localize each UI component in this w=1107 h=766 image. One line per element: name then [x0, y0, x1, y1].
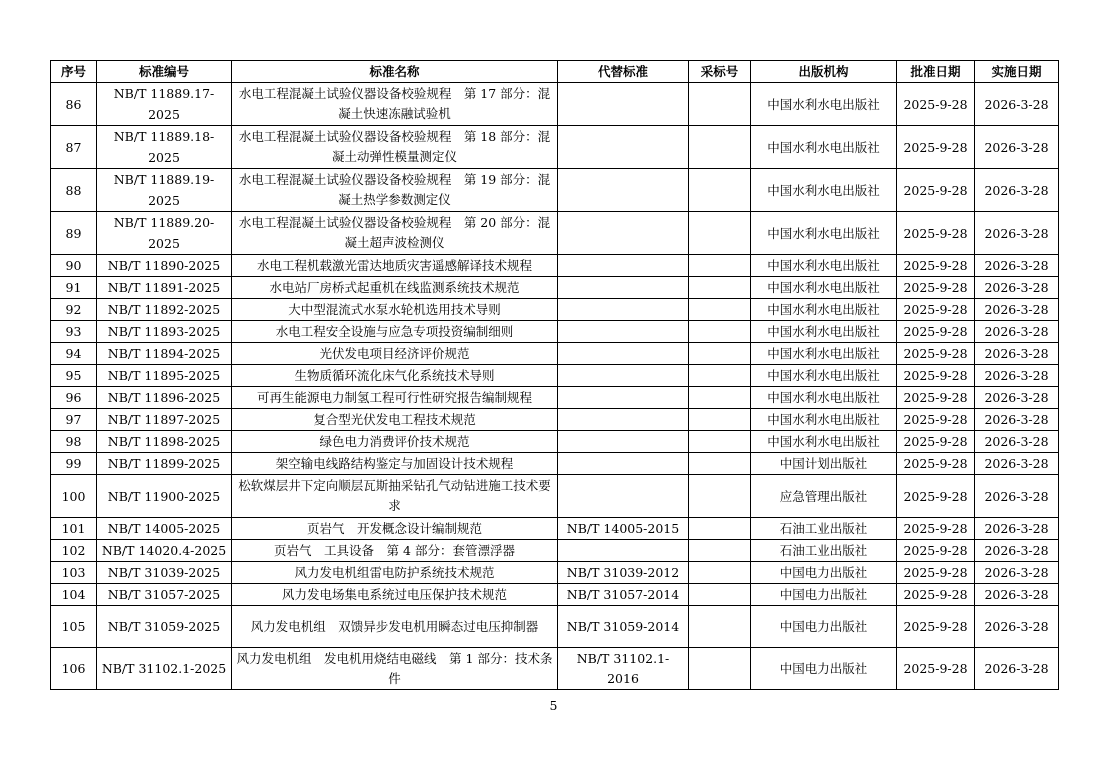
standard-name: 绿色电力消费评价技术规范 [232, 431, 558, 453]
approval-date: 2025-9-28 [897, 212, 975, 255]
replaced-standard [558, 453, 689, 475]
row-number: 103 [51, 562, 97, 584]
adopted-standard [689, 409, 751, 431]
replaced-standard [558, 540, 689, 562]
replaced-standard [558, 299, 689, 321]
row-number: 98 [51, 431, 97, 453]
standard-name: 水电工程混凝土试验仪器设备校验规程 第 17 部分：混凝土快速冻融试验机 [232, 83, 558, 126]
approval-date: 2025-9-28 [897, 606, 975, 648]
replaced-standard: NB/T 14005-2015 [558, 518, 689, 540]
effective-date: 2026-3-28 [975, 255, 1059, 277]
adopted-standard [689, 83, 751, 126]
row-number: 100 [51, 475, 97, 518]
replaced-standard [558, 387, 689, 409]
standard-code: NB/T 11897-2025 [97, 409, 232, 431]
approval-date: 2025-9-28 [897, 409, 975, 431]
publisher: 中国电力出版社 [751, 606, 897, 648]
approval-date: 2025-9-28 [897, 540, 975, 562]
publisher: 中国水利水电出版社 [751, 126, 897, 169]
publisher: 中国水利水电出版社 [751, 83, 897, 126]
effective-date: 2026-3-28 [975, 299, 1059, 321]
adopted-standard [689, 255, 751, 277]
publisher: 应急管理出版社 [751, 475, 897, 518]
standard-name: 风力发电机组 双馈异步发电机用瞬态过电压抑制器 [232, 606, 558, 648]
approval-date: 2025-9-28 [897, 321, 975, 343]
approval-date: 2025-9-28 [897, 648, 975, 690]
publisher: 中国水利水电出版社 [751, 321, 897, 343]
adopted-standard [689, 212, 751, 255]
table-row [51, 126, 1059, 169]
row-number: 96 [51, 387, 97, 409]
header-replaces: 代替标准 [558, 61, 689, 83]
publisher: 中国水利水电出版社 [751, 365, 897, 387]
replaced-standard: NB/T 31057-2014 [558, 584, 689, 606]
standard-name: 可再生能源电力制氢工程可行性研究报告编制规程 [232, 387, 558, 409]
header-name: 标准名称 [232, 61, 558, 83]
standard-name: 松软煤层井下定向顺层瓦斯抽采钻孔气动钻进施工技术要求 [232, 475, 558, 518]
standard-name: 风力发电场集电系统过电压保护技术规范 [232, 584, 558, 606]
standard-code: NB/T 11893-2025 [97, 321, 232, 343]
publisher: 中国水利水电出版社 [751, 169, 897, 212]
standard-name: 水电工程安全设施与应急专项投资编制细则 [232, 321, 558, 343]
table-row [51, 606, 1059, 648]
publisher: 中国水利水电出版社 [751, 299, 897, 321]
row-number: 106 [51, 648, 97, 690]
standard-code: NB/T 31102.1-2025 [97, 648, 232, 690]
replaced-standard [558, 409, 689, 431]
adopted-standard [689, 562, 751, 584]
adopted-standard [689, 606, 751, 648]
standard-name: 复合型光伏发电工程技术规范 [232, 409, 558, 431]
table-row [51, 475, 1059, 518]
row-number: 91 [51, 277, 97, 299]
effective-date: 2026-3-28 [975, 277, 1059, 299]
adopted-standard [689, 453, 751, 475]
effective-date: 2026-3-28 [975, 212, 1059, 255]
approval-date: 2025-9-28 [897, 169, 975, 212]
adopted-standard [689, 321, 751, 343]
replaced-standard [558, 277, 689, 299]
approval-date: 2025-9-28 [897, 387, 975, 409]
header-approved: 批准日期 [897, 61, 975, 83]
effective-date: 2026-3-28 [975, 431, 1059, 453]
publisher: 中国水利水电出版社 [751, 409, 897, 431]
table-row [51, 365, 1059, 387]
table-row [51, 212, 1059, 255]
approval-date: 2025-9-28 [897, 126, 975, 169]
row-number: 87 [51, 126, 97, 169]
standard-name: 架空输电线路结构鉴定与加固设计技术规程 [232, 453, 558, 475]
table-row [51, 321, 1059, 343]
replaced-standard [558, 475, 689, 518]
page-number: 5 [549, 698, 558, 713]
standard-name: 风力发电机组雷电防护系统技术规范 [232, 562, 558, 584]
publisher: 中国水利水电出版社 [751, 431, 897, 453]
standard-code: NB/T 11890-2025 [97, 255, 232, 277]
header-adopted: 采标号 [689, 61, 751, 83]
adopted-standard [689, 518, 751, 540]
row-number: 86 [51, 83, 97, 126]
effective-date: 2026-3-28 [975, 343, 1059, 365]
row-number: 102 [51, 540, 97, 562]
effective-date: 2026-3-28 [975, 169, 1059, 212]
standard-code: NB/T 11899-2025 [97, 453, 232, 475]
adopted-standard [689, 169, 751, 212]
replaced-standard [558, 255, 689, 277]
standard-name: 光伏发电项目经济评价规范 [232, 343, 558, 365]
approval-date: 2025-9-28 [897, 475, 975, 518]
adopted-standard [689, 277, 751, 299]
row-number: 88 [51, 169, 97, 212]
adopted-standard [689, 475, 751, 518]
standard-code: NB/T 11889.20-2025 [97, 212, 232, 255]
approval-date: 2025-9-28 [897, 562, 975, 584]
row-number: 90 [51, 255, 97, 277]
publisher: 石油工业出版社 [751, 540, 897, 562]
table-row [51, 648, 1059, 690]
standard-code: NB/T 31059-2025 [97, 606, 232, 648]
replaced-standard [558, 212, 689, 255]
row-number: 89 [51, 212, 97, 255]
standard-name: 页岩气 工具设备 第 4 部分：套管漂浮器 [232, 540, 558, 562]
effective-date: 2026-3-28 [975, 475, 1059, 518]
effective-date: 2026-3-28 [975, 606, 1059, 648]
adopted-standard [689, 540, 751, 562]
table-row [51, 584, 1059, 606]
standard-name: 水电站厂房桥式起重机在线监测系统技术规范 [232, 277, 558, 299]
replaced-standard [558, 431, 689, 453]
replaced-standard: NB/T 31039-2012 [558, 562, 689, 584]
header-no: 序号 [51, 61, 97, 83]
standard-code: NB/T 11895-2025 [97, 365, 232, 387]
replaced-standard [558, 126, 689, 169]
approval-date: 2025-9-28 [897, 518, 975, 540]
effective-date: 2026-3-28 [975, 83, 1059, 126]
effective-date: 2026-3-28 [975, 409, 1059, 431]
header-effective: 实施日期 [975, 61, 1059, 83]
standard-code: NB/T 11896-2025 [97, 387, 232, 409]
replaced-standard [558, 365, 689, 387]
adopted-standard [689, 299, 751, 321]
adopted-standard [689, 584, 751, 606]
adopted-standard [689, 343, 751, 365]
standards-table [50, 60, 1059, 690]
header-code: 标准编号 [97, 61, 232, 83]
approval-date: 2025-9-28 [897, 299, 975, 321]
approval-date: 2025-9-28 [897, 255, 975, 277]
adopted-standard [689, 365, 751, 387]
header-publisher: 出版机构 [751, 61, 897, 83]
adopted-standard [689, 431, 751, 453]
standard-name: 水电工程机载激光雷达地质灾害遥感解译技术规程 [232, 255, 558, 277]
replaced-standard: NB/T 31059-2014 [558, 606, 689, 648]
standard-code: NB/T 11889.18-2025 [97, 126, 232, 169]
publisher: 中国水利水电出版社 [751, 277, 897, 299]
table-row [51, 169, 1059, 212]
replaced-standard [558, 83, 689, 126]
standard-code: NB/T 11900-2025 [97, 475, 232, 518]
publisher: 石油工业出版社 [751, 518, 897, 540]
table-row [51, 343, 1059, 365]
effective-date: 2026-3-28 [975, 518, 1059, 540]
effective-date: 2026-3-28 [975, 321, 1059, 343]
row-number: 95 [51, 365, 97, 387]
row-number: 97 [51, 409, 97, 431]
standard-name: 水电工程混凝土试验仪器设备校验规程 第 20 部分：混凝土超声波检测仪 [232, 212, 558, 255]
table-row [51, 299, 1059, 321]
replaced-standard [558, 321, 689, 343]
standard-name: 水电工程混凝土试验仪器设备校验规程 第 18 部分：混凝土动弹性模量测定仪 [232, 126, 558, 169]
table-body [51, 83, 1059, 690]
row-number: 101 [51, 518, 97, 540]
adopted-standard [689, 387, 751, 409]
standard-name: 页岩气 开发概念设计编制规范 [232, 518, 558, 540]
approval-date: 2025-9-28 [897, 453, 975, 475]
row-number: 104 [51, 584, 97, 606]
row-number: 99 [51, 453, 97, 475]
standard-code: NB/T 14005-2025 [97, 518, 232, 540]
standard-name: 水电工程混凝土试验仪器设备校验规程 第 19 部分：混凝土热学参数测定仪 [232, 169, 558, 212]
table-row [51, 453, 1059, 475]
standard-code: NB/T 11892-2025 [97, 299, 232, 321]
row-number: 92 [51, 299, 97, 321]
publisher: 中国水利水电出版社 [751, 387, 897, 409]
standard-code: NB/T 11894-2025 [97, 343, 232, 365]
standard-name: 生物质循环流化床气化系统技术导则 [232, 365, 558, 387]
effective-date: 2026-3-28 [975, 126, 1059, 169]
standard-code: NB/T 14020.4-2025 [97, 540, 232, 562]
standard-code: NB/T 11891-2025 [97, 277, 232, 299]
publisher: 中国水利水电出版社 [751, 343, 897, 365]
table-row [51, 387, 1059, 409]
effective-date: 2026-3-28 [975, 540, 1059, 562]
effective-date: 2026-3-28 [975, 584, 1059, 606]
row-number: 93 [51, 321, 97, 343]
table-row [51, 518, 1059, 540]
effective-date: 2026-3-28 [975, 648, 1059, 690]
replaced-standard [558, 343, 689, 365]
approval-date: 2025-9-28 [897, 365, 975, 387]
table-row [51, 277, 1059, 299]
table-row [51, 83, 1059, 126]
table-row [51, 431, 1059, 453]
row-number: 105 [51, 606, 97, 648]
effective-date: 2026-3-28 [975, 365, 1059, 387]
publisher: 中国计划出版社 [751, 453, 897, 475]
table-row [51, 562, 1059, 584]
adopted-standard [689, 126, 751, 169]
approval-date: 2025-9-28 [897, 343, 975, 365]
standard-code: NB/T 31039-2025 [97, 562, 232, 584]
table-row [51, 540, 1059, 562]
standard-code: NB/T 11898-2025 [97, 431, 232, 453]
replaced-standard: NB/T 31102.1-2016 [558, 648, 689, 690]
header-row [51, 61, 1059, 83]
row-number: 94 [51, 343, 97, 365]
replaced-standard [558, 169, 689, 212]
effective-date: 2026-3-28 [975, 562, 1059, 584]
standard-code: NB/T 31057-2025 [97, 584, 232, 606]
publisher: 中国水利水电出版社 [751, 212, 897, 255]
standard-name: 风力发电机组 发电机用烧结电磁线 第 1 部分：技术条件 [232, 648, 558, 690]
effective-date: 2026-3-28 [975, 453, 1059, 475]
standard-name: 大中型混流式水泵水轮机选用技术导则 [232, 299, 558, 321]
publisher: 中国电力出版社 [751, 562, 897, 584]
table-row [51, 255, 1059, 277]
approval-date: 2025-9-28 [897, 584, 975, 606]
effective-date: 2026-3-28 [975, 387, 1059, 409]
publisher: 中国电力出版社 [751, 648, 897, 690]
standard-code: NB/T 11889.17-2025 [97, 83, 232, 126]
publisher: 中国水利水电出版社 [751, 255, 897, 277]
approval-date: 2025-9-28 [897, 431, 975, 453]
approval-date: 2025-9-28 [897, 83, 975, 126]
adopted-standard [689, 648, 751, 690]
approval-date: 2025-9-28 [897, 277, 975, 299]
publisher: 中国电力出版社 [751, 584, 897, 606]
standard-code: NB/T 11889.19-2025 [97, 169, 232, 212]
table-row [51, 409, 1059, 431]
